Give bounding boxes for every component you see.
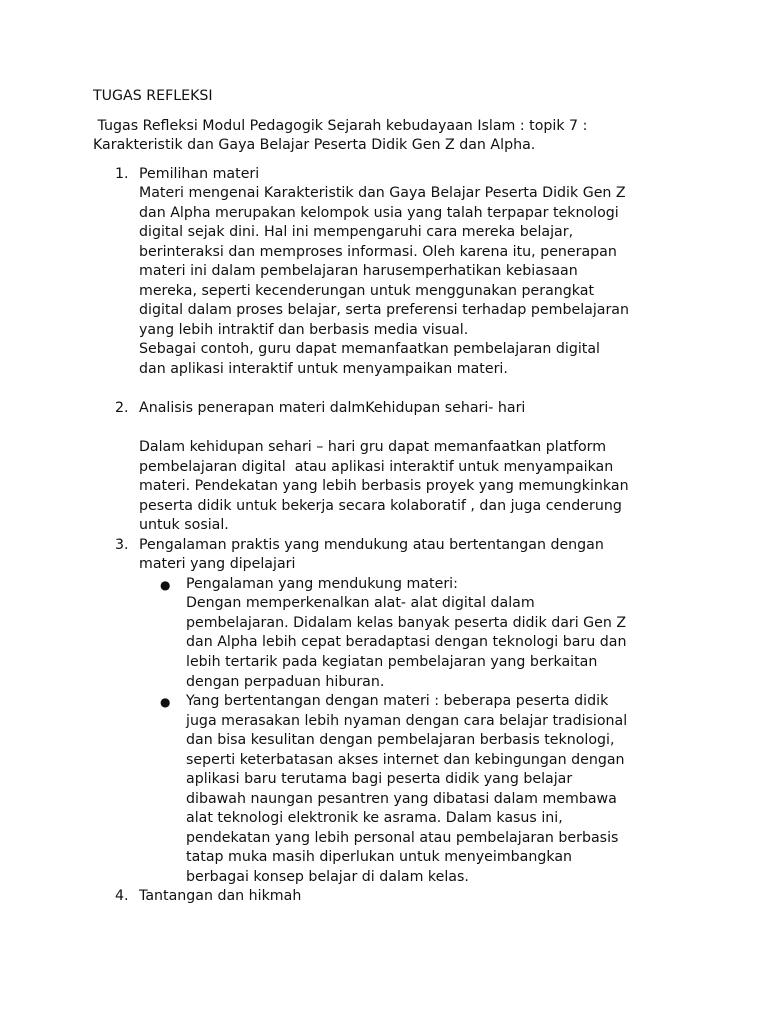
section-heading: Pemilihan materi	[139, 166, 260, 182]
section-body-line: mereka, seperti kecenderungan untuk menggunakan perangkat	[139, 283, 595, 299]
section-number: 3.	[115, 537, 129, 553]
section-body-line: yang lebih intraktif dan berbasis media visual.	[139, 322, 469, 338]
section-heading: Tantangan dan hikmah	[139, 888, 302, 904]
intro-line: Tugas Refleksi Modul Pedagogik Sejarah kebudayaan Islam : topik 7 :	[93, 118, 588, 134]
bullet-line: lebih tertarik pada kegiatan pembelajaran yang berkaitan	[186, 654, 598, 670]
bullet-line: dengan perpaduan hiburan.	[186, 674, 385, 690]
bullet-line: aplikasi baru terutama bagi peserta didik yang belajar	[186, 771, 573, 787]
section-number: 4.	[115, 888, 129, 904]
section-body-line: Sebagai contoh, guru dapat memanfaatkan pembelajaran digital	[139, 341, 600, 357]
section-number: 2.	[115, 400, 129, 416]
section-body-line: peserta didik untuk bekerja secara kolaboratif , dan juga cenderung	[139, 498, 622, 514]
section-body-line: dan aplikasi interaktif untuk menyampaikan materi.	[139, 361, 508, 377]
bullet-line: dan Alpha lebih cepat beradaptasi dengan teknologi baru dan	[186, 634, 627, 650]
section-heading: Pengalaman praktis yang mendukung atau bertentangan dengan	[139, 537, 604, 553]
bullet-line: berbagai konsep belajar di dalam kelas.	[186, 869, 469, 885]
section-body-line: digital dalam proses belajar, serta preferensi terhadap pembelajaran	[139, 302, 629, 318]
intro-line: Karakteristik dan Gaya Belajar Peserta Didik Gen Z dan Alpha.	[93, 137, 536, 153]
bullet-icon: ●	[160, 695, 171, 709]
section-body-line: pembelajaran digital atau aplikasi interaktif untuk menyampaikan	[139, 459, 614, 475]
bullet-line: dibawah naungan pesantren yang dibatasi dalam membawa	[186, 791, 617, 807]
bullet-line: Yang bertentangan dengan materi : beberapa peserta didik	[186, 693, 609, 709]
bullet-line: pembelajaran. Didalam kelas banyak peserta didik dari Gen Z	[186, 615, 627, 631]
bullet-line: juga merasakan lebih nyaman dengan cara belajar tradisional	[186, 713, 628, 729]
section-body-line: untuk sosial.	[139, 517, 229, 533]
section-body-line: digital sejak dini. Hal ini mempengaruhi cara mereka belajar,	[139, 224, 574, 240]
bullet-line: Pengalaman yang mendukung materi:	[186, 576, 458, 592]
section-heading: Analisis penerapan materi dalmKehidupan sehari- hari	[139, 400, 526, 416]
section-body-line: materi. Pendekatan yang lebih berbasis proyek yang memungkinkan	[139, 478, 629, 494]
section-number: 1.	[115, 166, 129, 182]
bullet-line: pendekatan yang lebih personal atau pembelajaran berbasis	[186, 830, 619, 846]
bullet-line: alat teknologi elektronik ke asrama. Dalam kasus ini,	[186, 810, 563, 826]
section-body-line: dan Alpha merupakan kelompok usia yang talah terpapar teknologi	[139, 205, 619, 221]
bullet-line: Dengan memperkenalkan alat- alat digital dalam	[186, 595, 535, 611]
bullet-line: dan bisa kesulitan dengan pembelajaran berbasis teknologi,	[186, 732, 615, 748]
section-body-line: materi ini dalam pembelajaran harusemperhatikan kebiasaan	[139, 263, 578, 279]
section-heading: materi yang dipelajari	[139, 556, 296, 572]
bullet-line: seperti keterbatasan akses internet dan kebingungan dengan	[186, 752, 625, 768]
section-body-line: Materi mengenai Karakteristik dan Gaya Belajar Peserta Didik Gen Z	[139, 185, 626, 201]
section-body-line: Dalam kehidupan sehari – hari gru dapat memanfaatkan platform	[139, 439, 607, 455]
bullet-line: tatap muka masih diperlukan untuk menyeimbangkan	[186, 849, 573, 865]
document-title: TUGAS REFLEKSI	[93, 88, 213, 104]
section-body-line: berinteraksi dan memproses informasi. Oleh karena itu, penerapan	[139, 244, 617, 260]
bullet-icon: ●	[160, 578, 171, 592]
